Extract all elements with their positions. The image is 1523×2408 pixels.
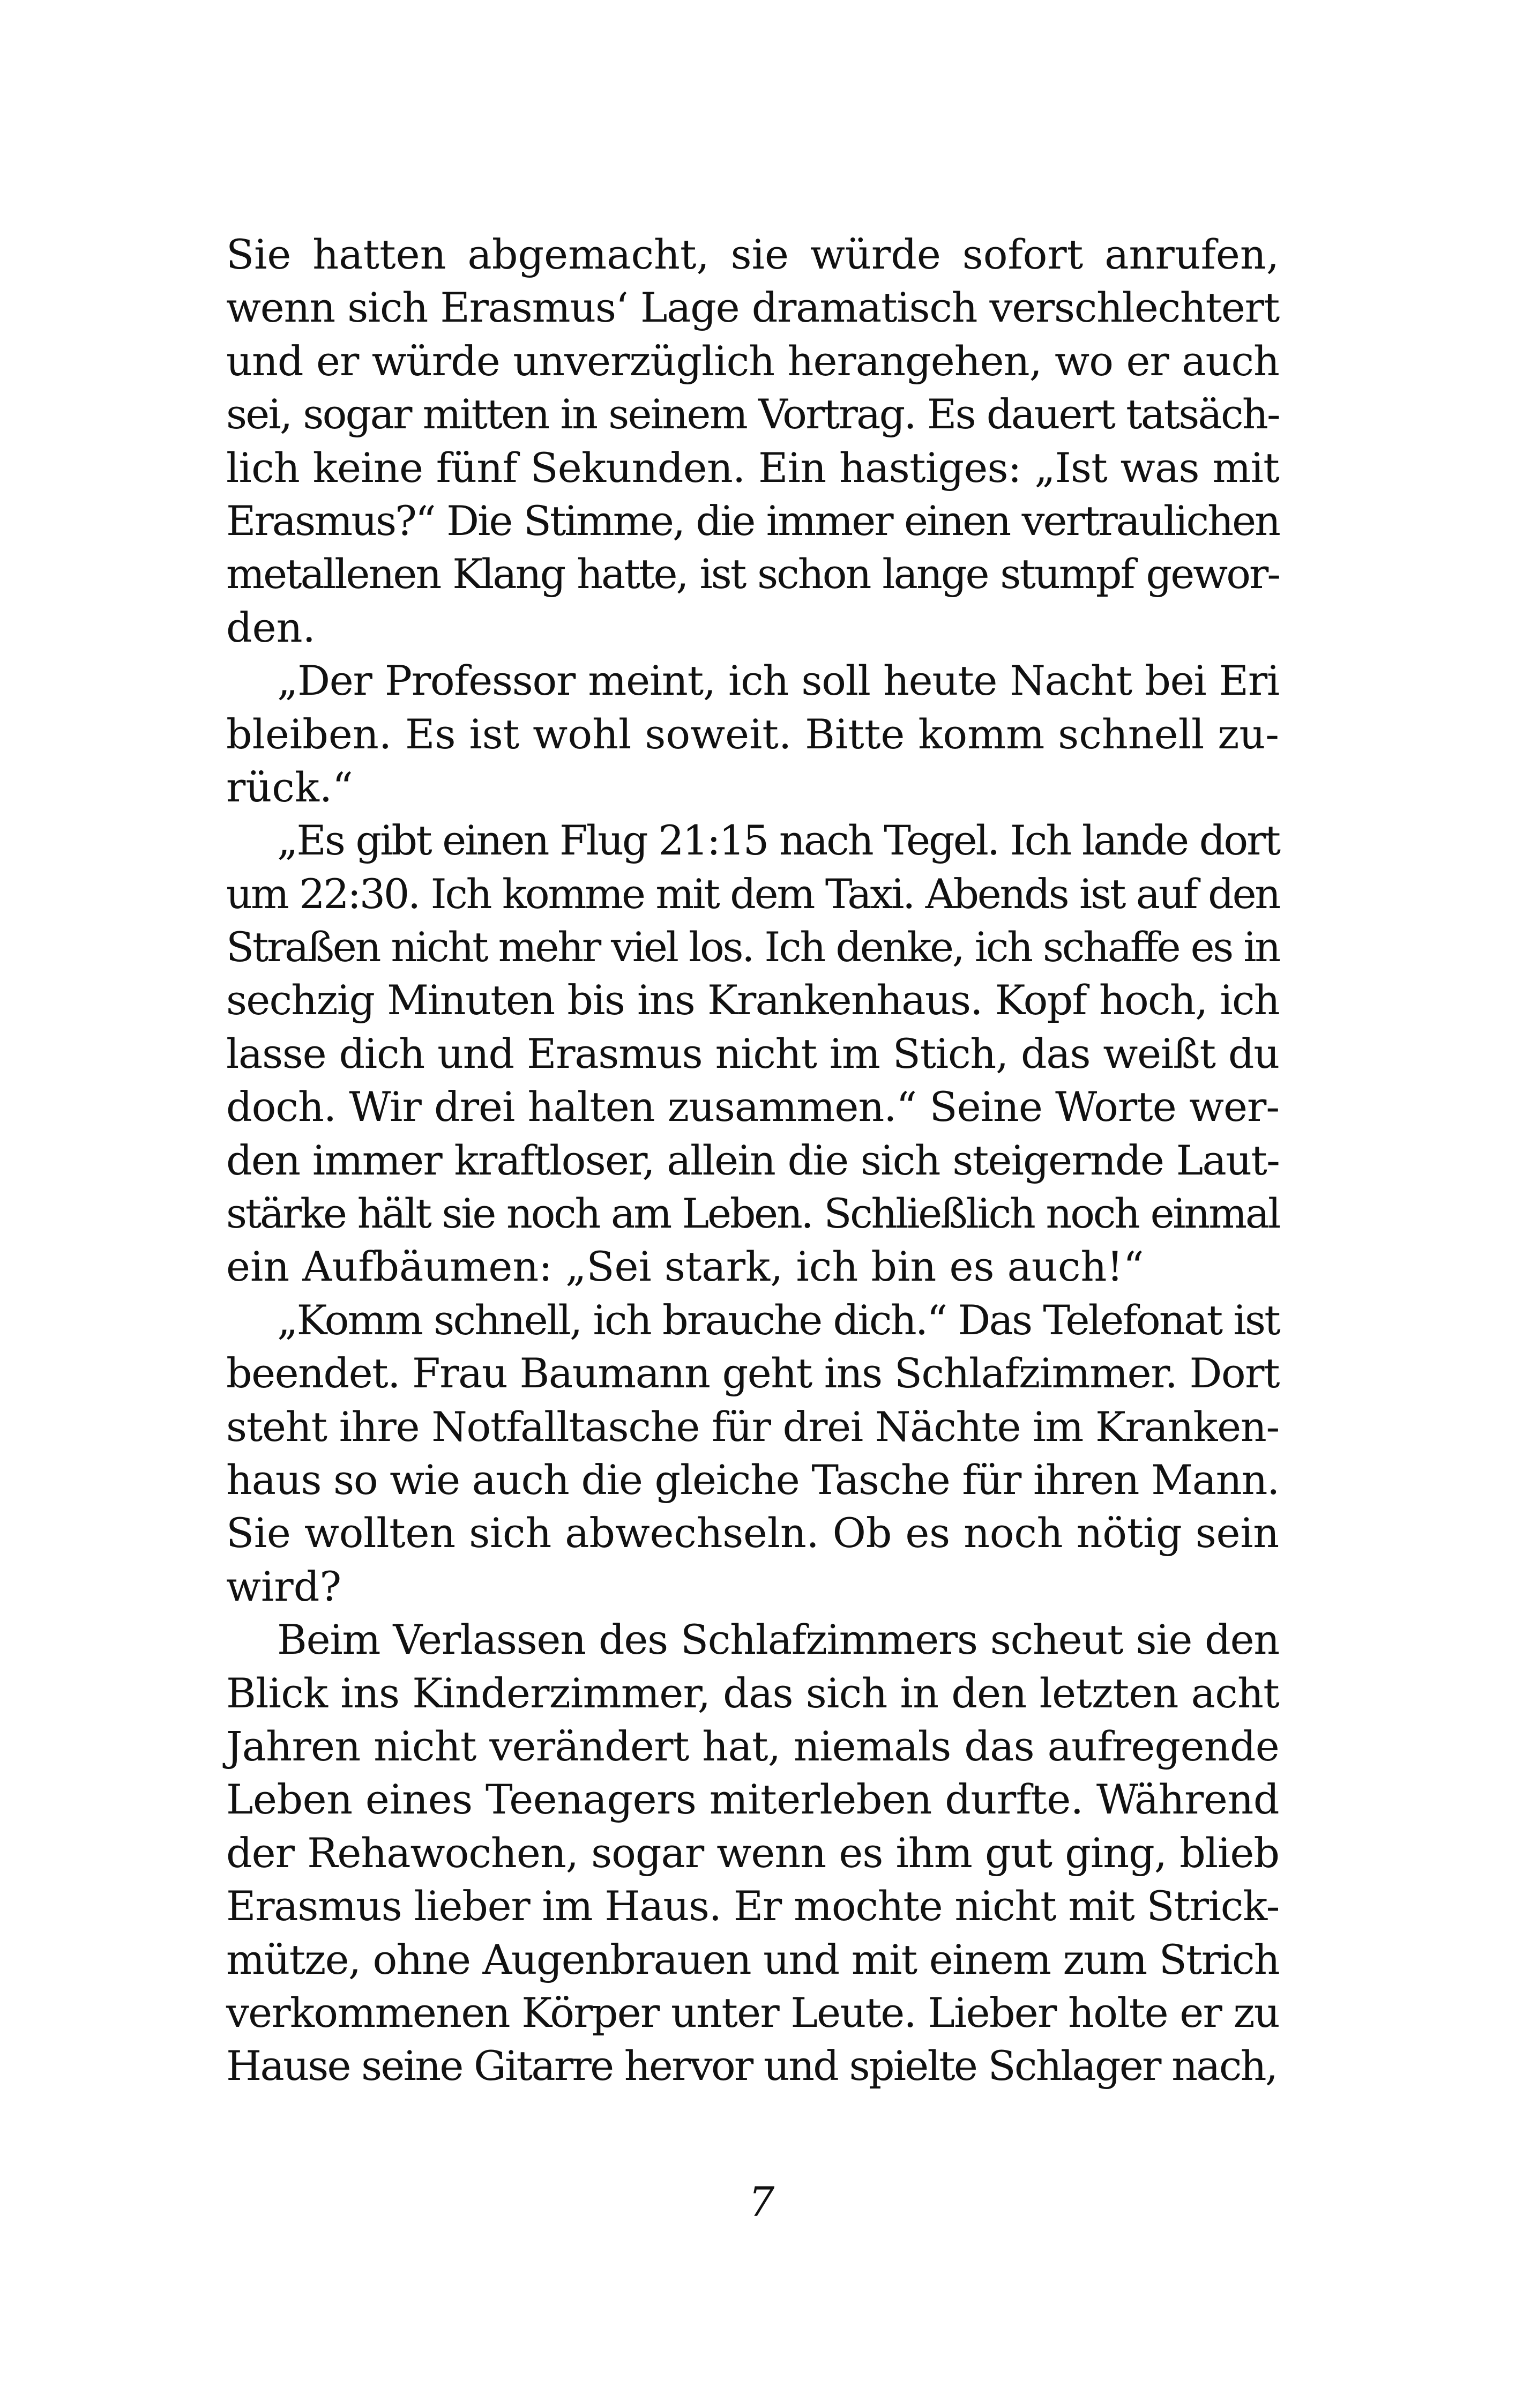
text-line: Sie wollten sich abwechseln. Ob es noch nötig sein: [226, 1509, 1279, 1557]
text-line: bleiben. Es ist wohl soweit. Bitte komm schnell zu-: [226, 710, 1279, 758]
text-line: Blick ins Kinderzimmer, das sich in den letzten acht: [226, 1669, 1279, 1717]
text-line: verkommenen Körper unter Leute. Lieber holte er zu: [226, 1988, 1279, 2037]
text-line: doch. Wir drei halten zusammen.“ Seine Worte wer-: [226, 1083, 1279, 1131]
text-line: Leben eines Teenagers miterleben durfte. Während: [226, 1775, 1279, 1824]
page-number: 7: [748, 2178, 775, 2226]
text-line: „Komm schnell, ich brauche dich.“ Das Telefonat ist: [277, 1296, 1279, 1344]
text-line: Erasmus lieber im Haus. Er mochte nicht mit Strick-: [226, 1882, 1279, 1930]
text-line: sei, sogar mitten in seinem Vortrag. Es dauert tatsäch-: [226, 390, 1279, 439]
text-line: sechzig Minuten bis ins Krankenhaus. Kopf hoch, ich: [226, 976, 1279, 1024]
text-line: Sie hatten abgemacht, sie würde sofort anrufen,: [226, 231, 1279, 278]
text-line: „Der Professor meint, ich soll heute Nacht bei Eri: [277, 657, 1279, 705]
text-line: lasse dich und Erasmus nicht im Stich, das weißt du: [226, 1029, 1279, 1077]
text-line: und er würde unverzüglich herangehen, wo er auch: [226, 337, 1279, 385]
text-line: Hause seine Gitarre hervor und spielte Schlager nach,: [226, 2042, 1277, 2090]
text-line: wenn sich Erasmus‘ Lage dramatisch verschlechtert: [226, 284, 1279, 332]
text-line: steht ihre Notfalltasche für drei Nächte im Kranken-: [226, 1402, 1279, 1451]
text-line: um 22:30. Ich komme mit dem Taxi. Abends ist auf den: [226, 869, 1279, 918]
text-line: der Rehawochen, sogar wenn es ihm gut ging, blieb: [226, 1829, 1279, 1877]
text-line: haus so wie auch die gleiche Tasche für ihren Mann.: [226, 1455, 1280, 1504]
text-line: Erasmus?“ Die Stimme, die immer einen vertraulichen: [226, 496, 1279, 545]
text-line: stärke hält sie noch am Leben. Schließlich noch einmal: [226, 1190, 1279, 1238]
text-line: wird?: [226, 1562, 342, 1610]
text-line: Jahren nicht verändert hat, niemals das aufregende: [226, 1722, 1279, 1770]
text-line: beendet. Frau Baumann geht ins Schlafzimmer. Dort: [226, 1349, 1279, 1398]
text-line: „Es gibt einen Flug 21:15 nach Tegel. Ich lande dort: [277, 816, 1279, 865]
paragraph: [226, 654, 1279, 814]
text-line: ein Aufbäumen: „Sei stark, ich bin es auch!“: [226, 1243, 1144, 1291]
body-text: [226, 228, 1279, 2093]
paragraph: [226, 228, 1279, 654]
text-line: metallenen Klang hatte, ist schon lange stumpf gewor-: [226, 550, 1279, 598]
text-line: lich keine fünf Sekunden. Ein hastiges: „Ist was mit: [226, 443, 1279, 492]
text-line: Straßen nicht mehr viel los. Ich denke, ich schaffe es in: [226, 923, 1279, 971]
text-line: rück.“: [226, 763, 353, 811]
text-line: mütze, ohne Augenbrauen und mit einem zum Strich: [226, 1935, 1279, 1983]
text-line: Beim Verlassen des Schlafzimmers scheut sie den: [277, 1616, 1279, 1664]
paragraph: [226, 814, 1279, 1294]
paragraph: [226, 1613, 1279, 2093]
text-line: den immer kraftloser, allein die sich steigernde Laut-: [226, 1136, 1279, 1184]
paragraph: [226, 1294, 1279, 1613]
text-line: den.: [226, 603, 316, 651]
